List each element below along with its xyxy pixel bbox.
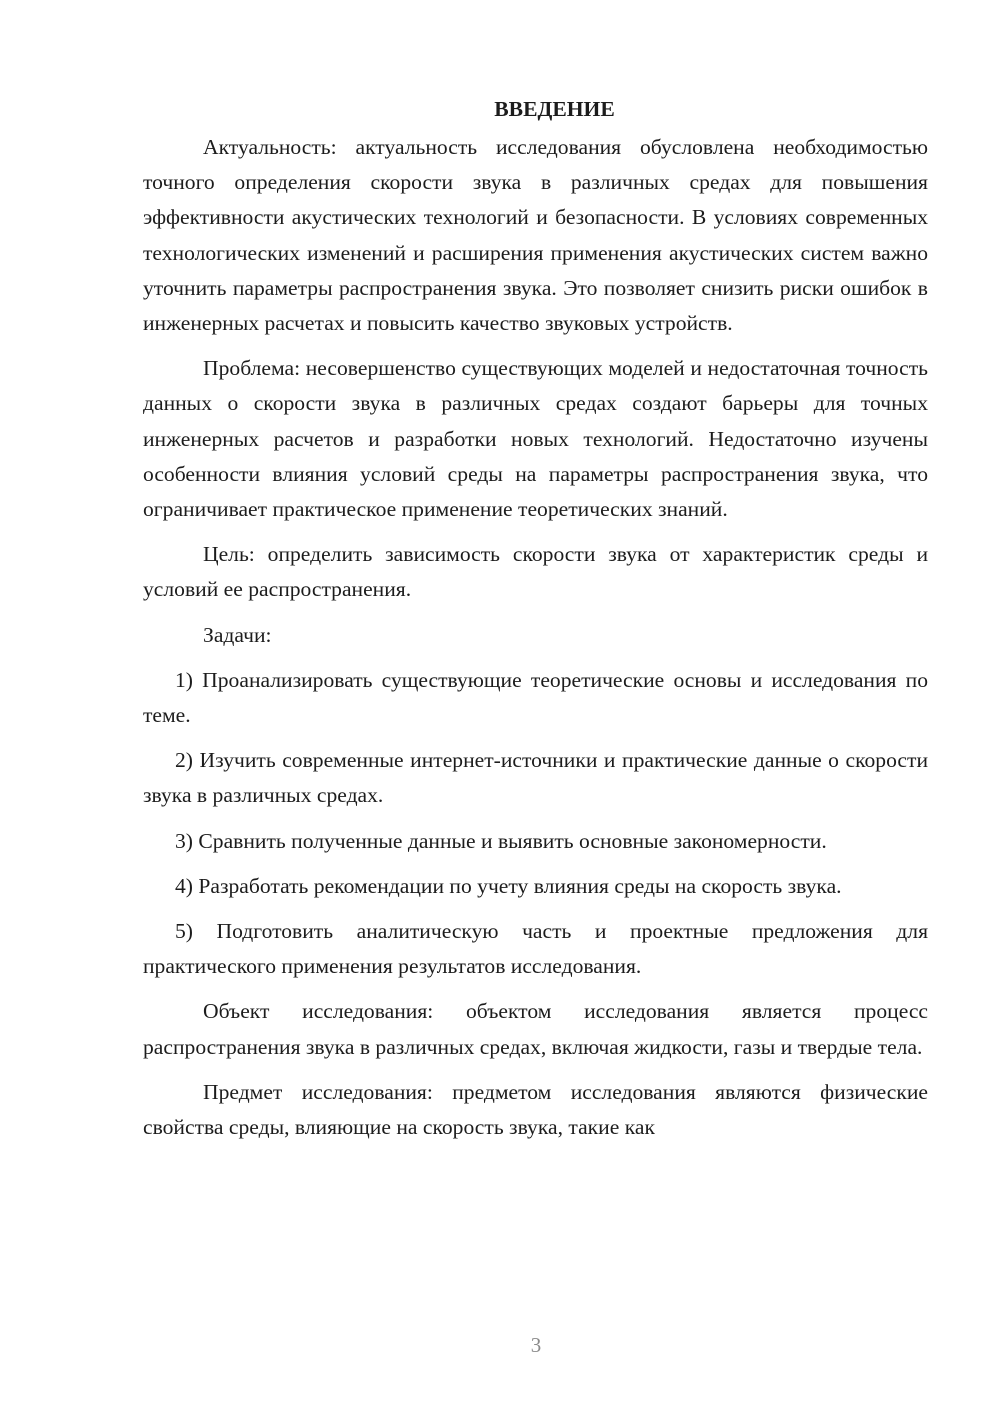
page-content	[143, 92, 928, 1155]
subject-paragraph: Предмет исследования: предметом исследования являются физические свойства среды, влияющие на скорость звука, такие как	[143, 1079, 928, 1140]
object-paragraph: Объект исследования: объектом исследования является процесс распространения звука в различных средах, включая жидкости, газы и твердые тела.	[143, 999, 928, 1059]
task-item-3: 3) Сравнить полученные данные и выявить основные закономерности.	[175, 828, 827, 853]
goal-paragraph: Цель: определить зависимость скорости звука от характеристик среды и условий ее распространения.	[143, 542, 928, 602]
task-item-4: 4) Разработать рекомендации по учету влияния среды на скорость звука.	[175, 873, 842, 898]
task-item-5: 5) Подготовить аналитическую часть и проектные предложения для практического применения результатов исследования.	[143, 919, 928, 979]
task-item-1: 1) Проанализировать существующие теоретические основы и исследования по теме.	[143, 667, 928, 728]
section-title: ВВЕДЕНИЕ	[494, 97, 615, 121]
problem-paragraph: Проблема: несовершенство существующих моделей и недостаточная точность данных о скорости звука в различных средах создают барьеры для точных инженерных расчетов и разработки новых технологий. Недостаточно изучены особенности влияния условий среды на параметры распространения звука, что ограничивает практическое применение теоретических знаний.	[143, 356, 928, 522]
relevance-paragraph: Актуальность: актуальность исследования обусловлена необходимостью точного определения скорости звука в различных средах для повышения эффективности акустических технологий и безопасности. В условиях современных технологических изменений и расширения применения акустических систем важно уточнить параметры распространения звука. Это позволяет снизить риски ошибок в инженерных расчетах и повысить качество звуковых устройств.	[143, 135, 928, 336]
page-number: 3	[530, 1333, 542, 1357]
tasks-heading: Задачи:	[203, 622, 272, 647]
task-item-2: 2) Изучить современные интернет-источники и практические данные о скорости звука в различных средах.	[143, 748, 928, 808]
